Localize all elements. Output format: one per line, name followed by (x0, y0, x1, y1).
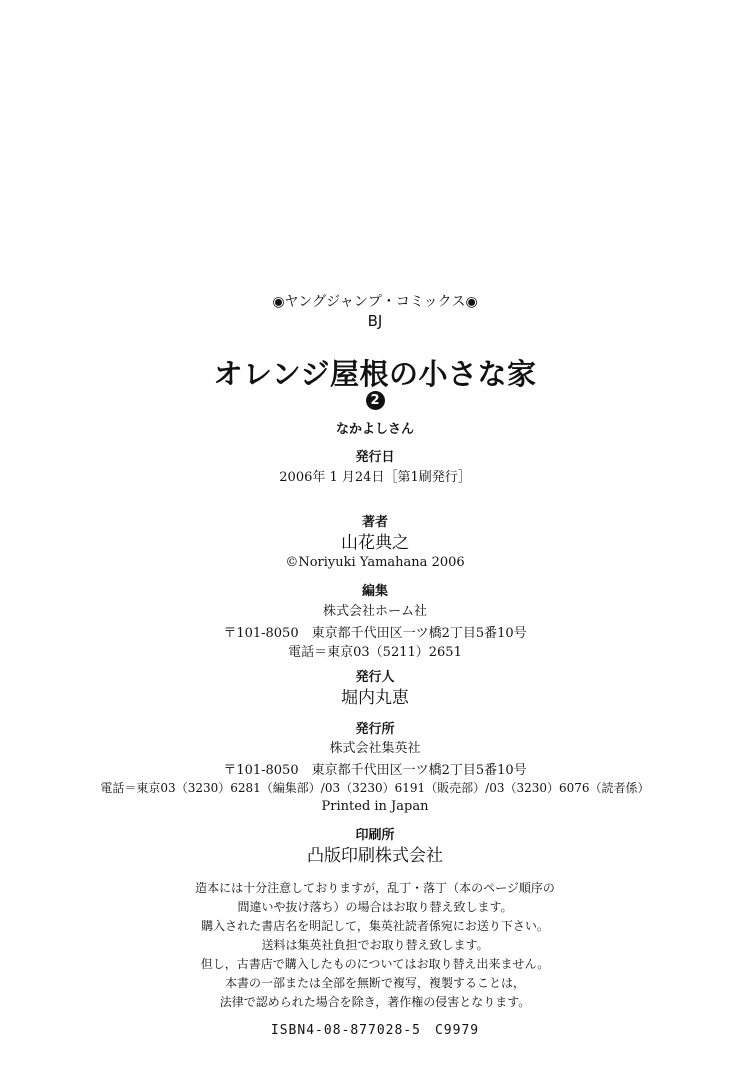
book-title: オレンジ屋根の小さな家 (213, 357, 537, 391)
publisher-person-name: 堀内丸恵 (341, 688, 409, 708)
printer-name: 凸版印刷株式会社 (307, 846, 443, 866)
publisher-address: 〒101-8050 東京都千代田区一ツ橋2丁目5番10号 (223, 763, 527, 778)
imprint-label: BJ (367, 312, 383, 330)
series-name: ◉ヤングジャンプ・コミックス◉ (272, 294, 478, 310)
editor-heading: 編集 (361, 584, 388, 599)
notice-line: 造本には十分注意しておりますが，乱丁・落丁（本のページ順序の (195, 881, 555, 895)
publisher-person-heading: 発行人 (355, 670, 395, 685)
notice-line: 送料は集英社負担でお取り替え致します。 (261, 938, 489, 952)
author-name: 山花典之 (341, 533, 409, 553)
publisher-company: 株式会社集英社 (329, 741, 421, 756)
printer-heading: 印刷所 (355, 828, 395, 843)
printed-in-japan: Printed in Japan (321, 799, 429, 814)
author-copyright: ©Noriyuki Yamahana 2006 (285, 555, 465, 570)
notice-line: 間違いや抜け落ち）の場合はお取り替え致します。 (237, 900, 513, 914)
author-heading: 著者 (361, 515, 388, 530)
publication-date: 2006年 1 月24日［第1刷発行］ (279, 470, 471, 485)
editor-address: 〒101-8050 東京都千代田区一ツ橋2丁目5番10号 (223, 626, 527, 641)
publisher-phone: 電話＝東京03（3230）6281（編集部）/03（3230）6191（販売部）/03（3230）6076（読者係） (100, 781, 650, 795)
publication-date-heading: 発行日 (355, 450, 395, 465)
editor-company: 株式会社ホーム社 (322, 604, 427, 619)
notice-line: 但し，古書店で購入したものについてはお取り替え出来ません。 (200, 957, 550, 971)
editor-phone: 電話＝東京03（5211）2651 (288, 645, 462, 660)
volume-marker (0, 389, 750, 410)
isbn-code: ISBN4-08-877028-5 C9979 (270, 1023, 480, 1038)
notice-line: 本書の一部または全部を無断で複写，複製することは， (224, 976, 525, 990)
notice-line: 法律で認められた場合を除き，著作権の侵害となります。 (219, 995, 531, 1009)
author-kana: なかよしさん (335, 422, 414, 437)
publisher-heading: 発行所 (355, 722, 395, 737)
volume-number: 2 (366, 391, 385, 410)
notice-line: 購入された書店名を明記して，集英社読者係宛にお送り下さい。 (201, 919, 549, 933)
